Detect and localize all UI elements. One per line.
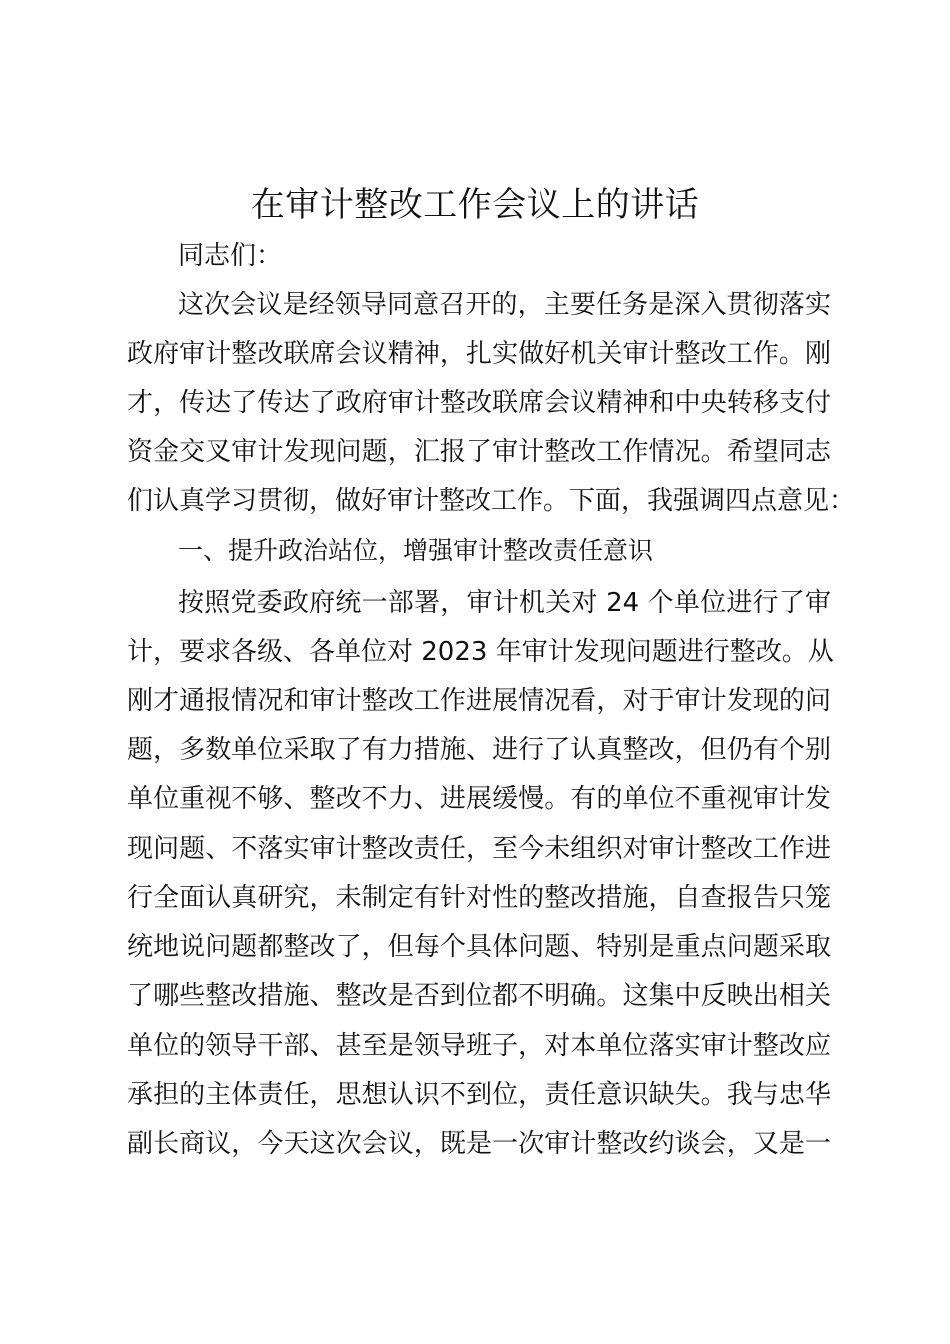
paragraph-line: 才，传达了传达了政府审计整改联席会议精神和中央转移支付	[127, 388, 831, 418]
paragraph-line: 统地说问题都整改了，但每个具体问题、特别是重点问题采取	[127, 932, 831, 962]
section-heading: 一、提升政治站位，增强审计整改责任意识	[178, 536, 654, 565]
paragraph-line: 刚才通报情况和审计整改工作进展情况看，对于审计发现的问	[127, 686, 831, 716]
paragraph-line: 副长商议，今天这次会议，既是一次审计整改约谈会，又是一	[127, 1129, 831, 1159]
paragraph-line: 资金交叉审计发现问题，汇报了审计整改工作情况。希望同志	[127, 437, 831, 467]
paragraph-line: 单位的领导干部、甚至是领导班子，对本单位落实审计整改应	[127, 1031, 831, 1061]
paragraph-line: 题，多数单位采取了有力措施、进行了认真整改，但仍有个别	[127, 735, 831, 765]
paragraph-line: 单位重视不够、整改不力、进展缓慢。有的单位不重视审计发	[127, 784, 831, 814]
salutation: 同志们：	[178, 241, 283, 271]
paragraph-line: 们认真学习贯彻，做好审计整改工作。下面，我强调四点意见：	[127, 486, 856, 516]
paragraph-line: 这次会议是经领导同意召开的，主要任务是深入贯彻落实	[178, 290, 831, 320]
paragraph-line: 现问题、不落实审计整改责任，至今未组织对审计整改工作进	[127, 834, 831, 864]
paragraph-line: 按照党委政府统一部署，审计机关对 24 个单位进行了审	[178, 588, 831, 618]
paragraph-line: 了哪些整改措施、整改是否到位都不明确。这集中反映出相关	[127, 981, 831, 1011]
paragraph-line: 行全面认真研究，未制定有针对性的整改措施，自查报告只笼	[127, 883, 831, 913]
paragraph-line: 政府审计整改联席会议精神，扎实做好机关审计整改工作。刚	[127, 339, 831, 369]
document-title: 在审计整改工作会议上的讲话	[250, 185, 700, 225]
paragraph-line: 承担的主体责任，思想认识不到位，责任意识缺失。我与忠华	[127, 1080, 831, 1110]
paragraph-line: 计，要求各级、各单位对 2023 年审计发现问题进行整改。从	[127, 637, 834, 667]
